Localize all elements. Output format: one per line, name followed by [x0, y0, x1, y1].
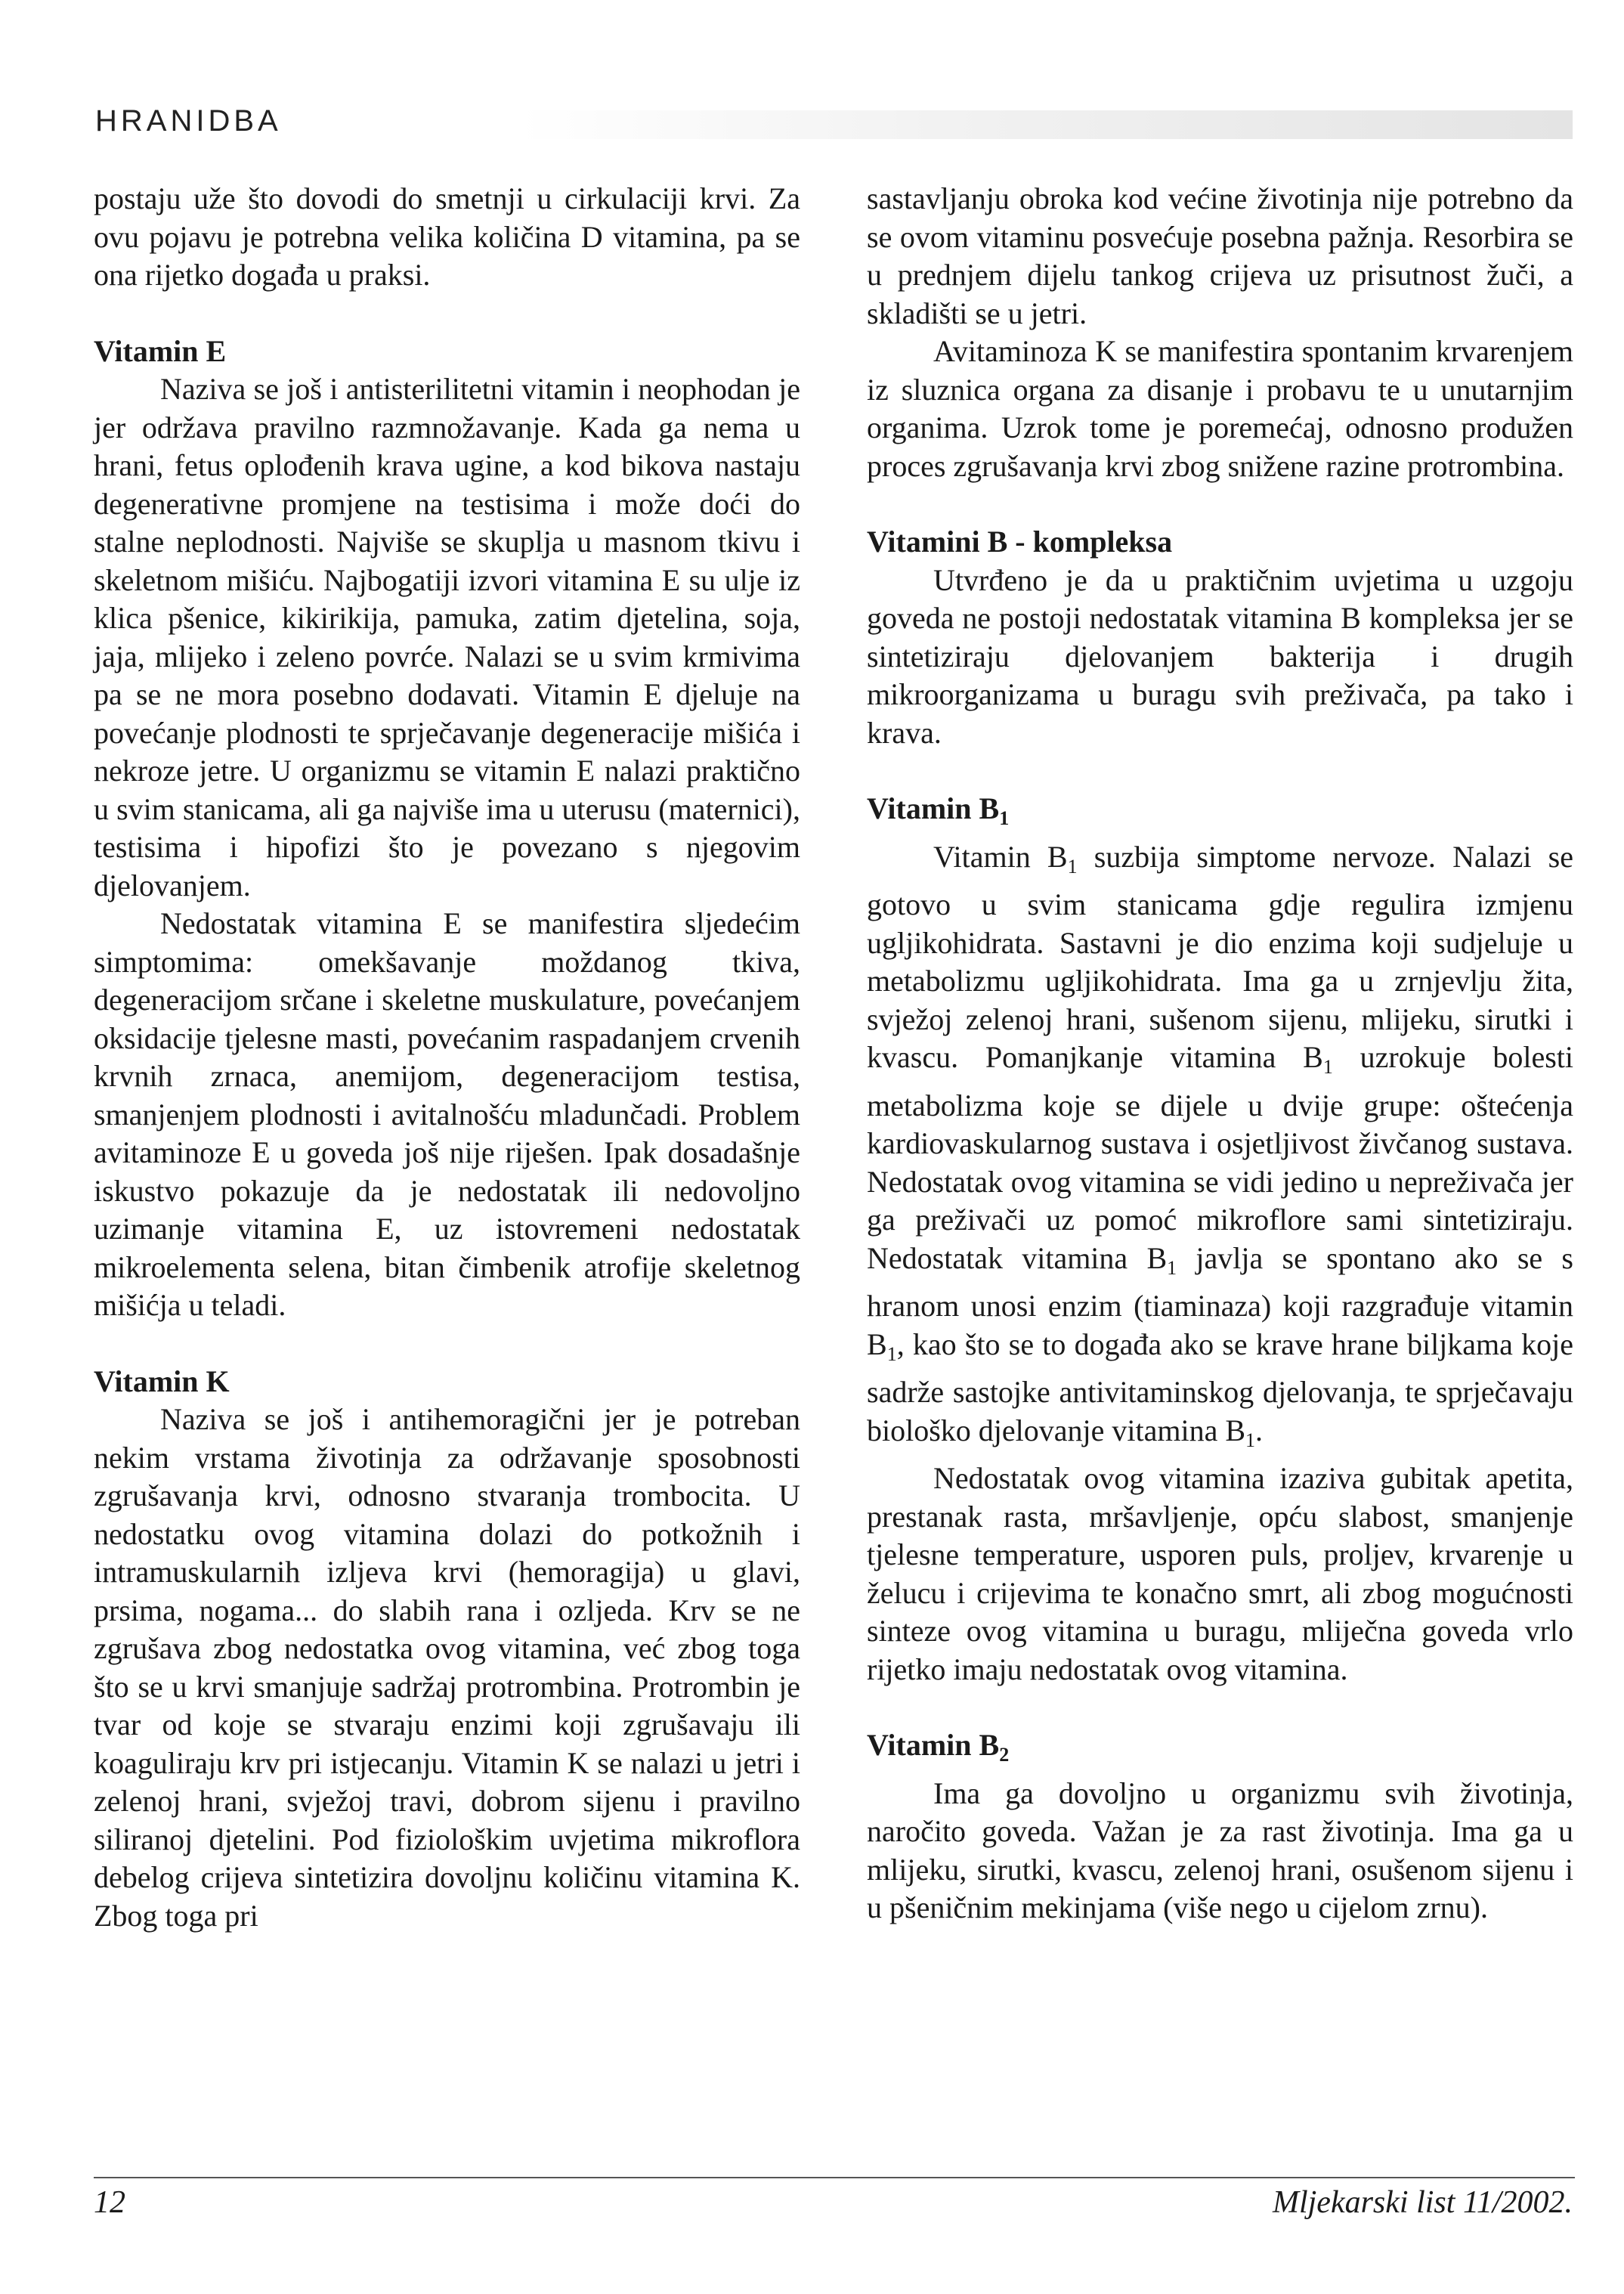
journal-issue: Mljekarski list 11/2002.: [1272, 2185, 1573, 2220]
heading-vitamin-b2: [867, 1726, 1573, 1775]
heading-vitamin-b1-text: Vitamin B: [867, 791, 1000, 825]
heading-vitamin-b-complex: Vitamini B - kompleksa: [867, 525, 1173, 559]
left-column: [94, 180, 800, 1935]
b1-text-e: , kao što se to događa ako se krave hrane biljkama koje sadrže sastojke antivitaminskog djelovanja, te sprječavaju biološko djelovanje vitamina B: [867, 1327, 1573, 1447]
vitamin-b1-paragraph-1: [867, 838, 1573, 1460]
b1-subscript: 1: [1322, 1056, 1333, 1078]
b1-text-d: javlja se spontano ako se s hranom unosi enzim (tiaminaza) koji razgrađuje vitamin B: [867, 1240, 1573, 1361]
vitamin-e-paragraph-2: Nedostatak vitamina E se manifestira sljedećim simptomima: omekšavanje moždanog tkiva, degeneracijom srčane i skeletne muskulature, povećanjem oksidacije tjelesne masti, povećanim raspadanjem crvenih krvnih zrnaca, anemijom, degeneracijom testisa, smanjenjem plodnosti i avitalnošću mladunčadi. Problem avitaminoze E u goveda još nije riješen. Ipak dosadašnje iskustvo pokazuje da je nedostatak ili nedovoljno uzimanje vitamina E, uz istovremeni nedostatak mikroelementa selena, bitan čimbenik atrofije skeletnog mišićja u teladi.: [94, 906, 800, 1322]
b1-subscript: 1: [1067, 855, 1078, 878]
vitamin-k-paragraph-2: Avitaminoza K se manifestira spontanim krvarenjem iz sluznica organa za disanje i probavu te u unutarnjim organima. Uzrok tome je poremećaj, odnosno produžen proces zgrušavanja krvi zbog snižene razine protrombina.: [867, 334, 1573, 483]
heading-vitamin-b2-text: Vitamin B: [867, 1728, 1000, 1762]
vitamin-b2-paragraph: Ima ga dovoljno u organizmu svih životinja, naročito goveda. Važan je za rast životinja. Ima ga u mlijeku, sirutki, kvascu, zelenoj hrani, osušenom sijenu i u pšeničnim mekinjama (više nego u cijelom zrnu).: [867, 1775, 1573, 1924]
b1-text-c: uzrokuje bolesti metabolizma koje se dijele u dvije grupe: oštećenja kardiovaskularnog sustava i osjetljivost živčanog sustava. Nedostatak ovog vitamina se vidi jedino u nepreživača jer ga preživači uz pomoć mikroflore sami sintetiziraju. Nedostatak vitamina B: [867, 1040, 1573, 1275]
heading-vitamin-b1-subscript: 1: [999, 807, 1010, 829]
vitamin-b1-paragraph-2: Nedostatak ovog vitamina izaziva gubitak apetita, prestanak rasta, mršavljenje, opću slabost, smanjenje tjelesne temperature, usporen puls, proljev, krvarenje u želucu i crijevima te konačno smrt, ali zbog mogućnosti sinteze ovog vitamina u buragu, mliječna goveda vrlo rijetko imaju nedostatak ovog vitamina.: [867, 1461, 1573, 1686]
b1-text-f: .: [1255, 1413, 1264, 1447]
heading-vitamin-b2-subscript: 2: [999, 1744, 1010, 1766]
footer-rule: [94, 2177, 1575, 2178]
page-number: 12: [94, 2185, 125, 2220]
heading-vitamin-b1: [867, 790, 1573, 838]
vitamin-k-paragraph-1: Naziva se još i antihemoragični jer je potreban nekim vrstama životinja za održavanje sposobnosti zgrušavanja krvi, odnosno stvaranja trombocita. U nedostatku ovog vitamina dolazi do potkožnih i intramuskularnih izljeva krvi (hemoragija) u glavi, prsima, nogama... do slabih rana i ozljeda. Krv se ne zgrušava zbog nedostatka ovog vitamina, već zbog toga što se u krvi smanjuje sadržaj protrombina. Protrombin je tvar od koje se stvaraju enzimi koji zgrušavaju ili koaguliraju krv pri istjecanju. Vitamin K se nalazi u jetri i zelenoj hrani, svježoj travi, dobrom sijenu i pravilno siliranoj djetelini. Pod fiziološkim uvjetima mikroflora debelog crijeva sintetizira dovoljnu količinu vitamina K. Zbog toga pri: [94, 1402, 800, 1933]
b1-text-b: suzbija simptome nervoze. Nalazi se gotovo u svim stanicama gdje regulira izmjenu ugljikohidrata. Sastavni je dio enzima koji sudjeluje u metabolizmu ugljikohidrata. Ima ga u zrnjevlju žita, svježoj zelenoj hrani, sušenom sijenu, mlijeku, sirutki i kvascu. Pomanjkanje vitamina B: [867, 839, 1573, 1074]
vitamin-b-complex-paragraph: Utvrđeno je da u praktičnim uvjetima u uzgoju goveda ne postoji nedostatak vitamina B kompleksa jer se sintetiziraju djelovanjem bakterija i drugih mikroorganizama u buragu svih preživača, pa tako i krava.: [867, 562, 1573, 750]
b1-subscript: 1: [886, 1342, 897, 1365]
heading-vitamin-e: Vitamin E: [94, 333, 227, 368]
header-band: [518, 110, 1573, 139]
b1-subscript: 1: [1245, 1429, 1256, 1451]
running-header: [95, 104, 1573, 141]
heading-vitamin-k: Vitamin K: [94, 1364, 230, 1398]
intro-paragraph: postaju uže što dovodi do smetnji u cirkulaciji krvi. Za ovu pojavu je potrebna velika količina D vitamina, pa se ona rijetko događa u praksi.: [94, 181, 800, 292]
section-title: HRANIDBA: [95, 104, 282, 138]
b1-text-a: Vitamin B: [933, 839, 1068, 874]
vitamin-k-continuation: sastavljanju obroka kod većine životinja nije potrebno da se ovom vitaminu posvećuje posebna pažnja. Resorbira se u prednjem dijelu tankog crijeva uz prisutnost žuči, a skladišti se u jetri.: [867, 181, 1573, 330]
right-column: [867, 180, 1573, 1927]
vitamin-e-paragraph-1: Naziva se još i antisterilitetni vitamin i neophodan je jer održava pravilno razmnožavanje. Kada ga nema u hrani, fetus oplođenih krava ugine, a kod bikova nastaju degenerativne promjene na testisima i može doći do stalne neplodnosti. Najviše se skuplja u masnom tkivu i skeletnom mišiću. Najbogatiji izvori vitamina E su ulje iz klica pšenice, kikirikija, pamuka, zatim djetelina, soja, jaja, mlijeko i zeleno povrće. Nalazi se u svim krmivima pa se ne mora posebno dodavati. Vitamin E djeluje na povećanje plodnosti te sprječavanje degeneracije mišića i nekroze jetre. U organizmu se vitamin E nalazi praktično u svim stanicama, ali ga najviše ima u uterusu (maternici), testisima i hipofizi što je povezano s njegovim djelovanjem.: [94, 372, 800, 902]
b1-subscript: 1: [1167, 1256, 1177, 1279]
